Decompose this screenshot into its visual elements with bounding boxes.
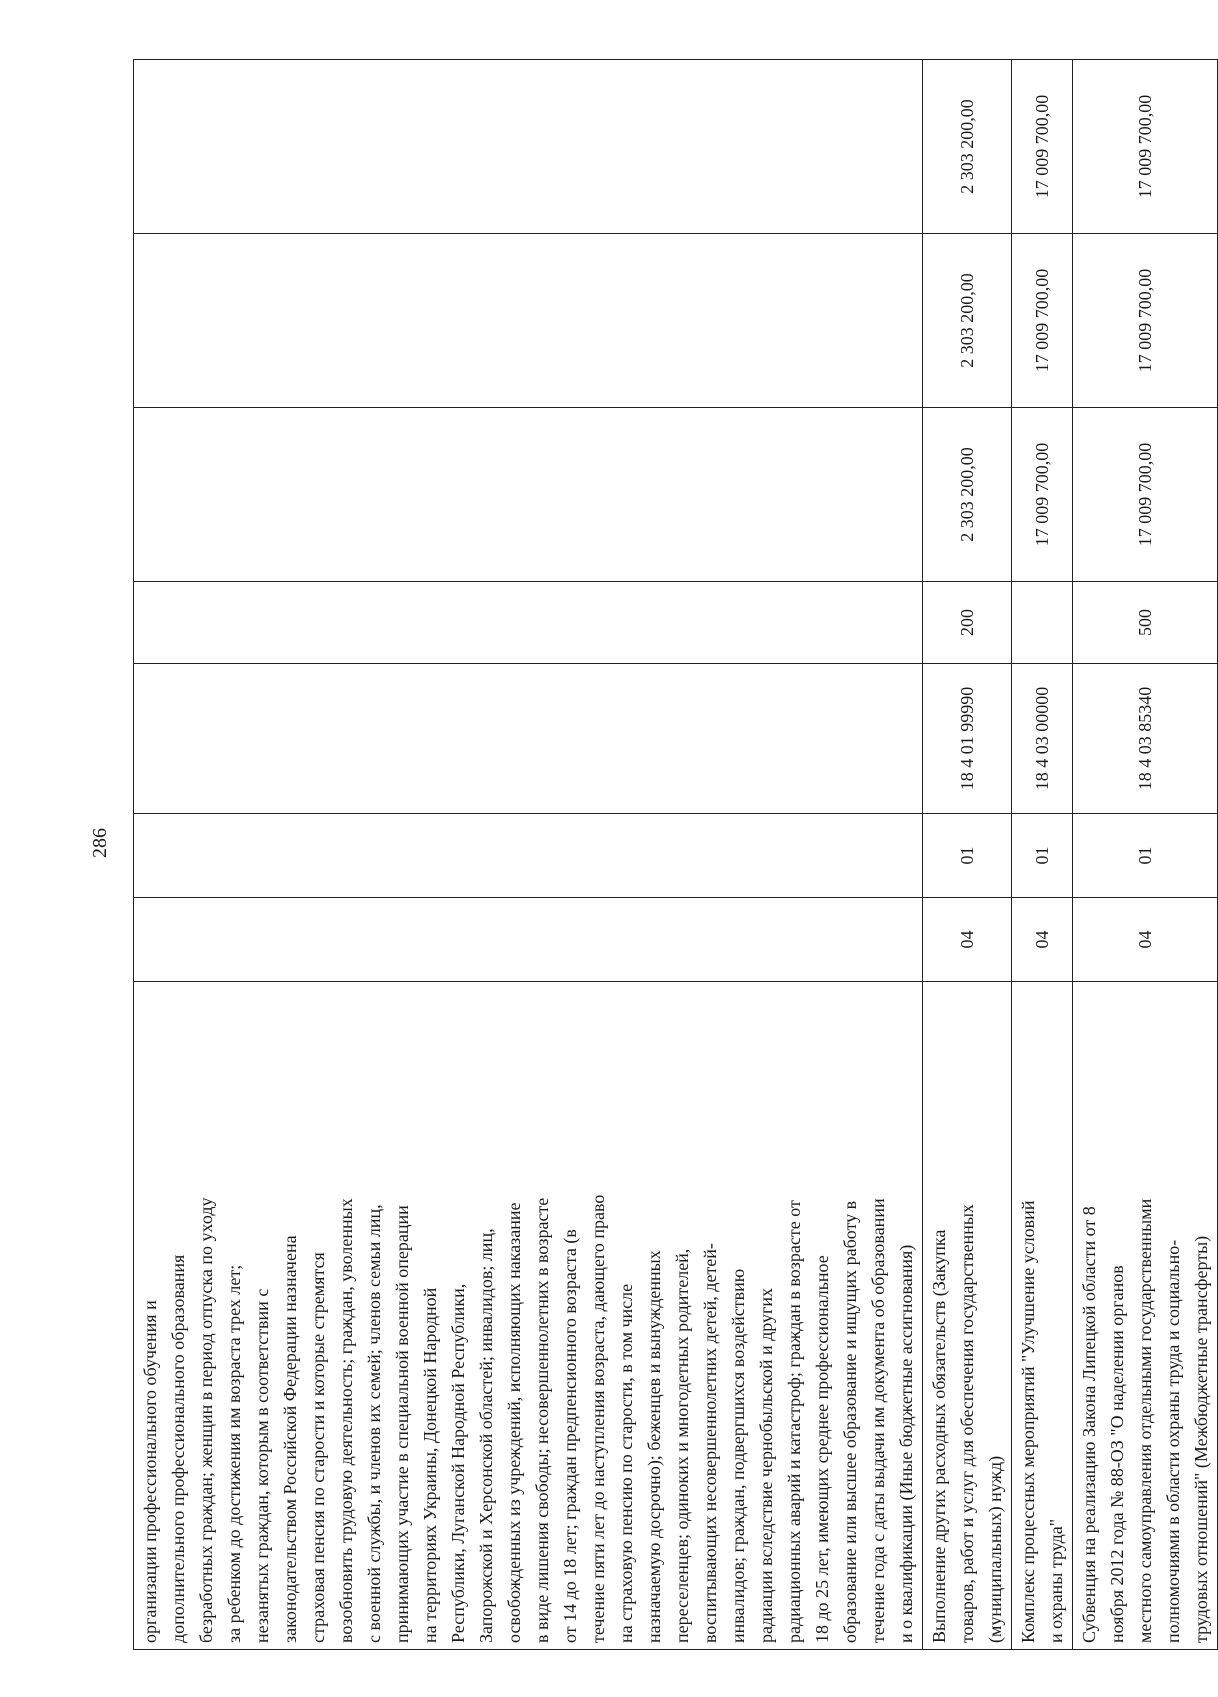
pz-code: 01 bbox=[1073, 814, 1218, 898]
csr-code: 18 4 03 00000 bbox=[1012, 664, 1073, 814]
table-row bbox=[1012, 60, 1073, 1650]
amount-3 bbox=[134, 60, 923, 234]
amount-3: 2 303 200,00 bbox=[923, 60, 1012, 234]
amount-2: 2 303 200,00 bbox=[923, 234, 1012, 408]
amount-1: 2 303 200,00 bbox=[923, 408, 1012, 582]
pz-code: 01 bbox=[923, 814, 1012, 898]
table-row bbox=[1073, 60, 1218, 1650]
amount-2: 17 009 700,00 bbox=[1012, 234, 1073, 408]
row-description bbox=[134, 982, 923, 1650]
description-line: на страховую пенсию по старости, в том числе bbox=[616, 1283, 636, 1643]
description-line: товаров, работ и услуг для обеспечения государственных bbox=[957, 1204, 977, 1643]
gr-code: 04 bbox=[1012, 898, 1073, 982]
vr-code bbox=[1012, 582, 1073, 664]
table-row bbox=[134, 60, 923, 1650]
row-description bbox=[923, 982, 1012, 1650]
amount-1 bbox=[134, 408, 923, 582]
description-line: Запорожской и Херсонской областей; инвалидов; лиц, bbox=[476, 1228, 496, 1643]
amount-3: 17 009 700,00 bbox=[1012, 60, 1073, 234]
pz-code: 01 bbox=[1012, 814, 1073, 898]
description-line: воспитывающих несовершеннолетних детей, детей- bbox=[700, 1243, 720, 1643]
description-line: радиации вследствие чернобыльской и других bbox=[756, 1287, 776, 1643]
vr-code: 500 bbox=[1073, 582, 1218, 664]
vr-code bbox=[134, 582, 923, 664]
csr-code: 18 4 03 85340 bbox=[1073, 664, 1218, 814]
description-line: с военной службы, и членов их семей; членов семьи лиц, bbox=[364, 1204, 384, 1643]
amount-3: 17 009 700,00 bbox=[1073, 60, 1218, 234]
description-line: и о квалификации (Иные бюджетные ассигнования) bbox=[896, 1244, 916, 1643]
gr-code: 04 bbox=[923, 898, 1012, 982]
pz-code bbox=[134, 814, 923, 898]
description-line: 18 до 25 лет, имеющих среднее профессиональное bbox=[812, 1255, 832, 1643]
vr-code: 200 bbox=[923, 582, 1012, 664]
amount-2 bbox=[134, 234, 923, 408]
description-line: течение пяти лет до наступления возраста, дающего право bbox=[588, 1194, 608, 1643]
description-line: дополнительного профессионального образования bbox=[168, 1254, 188, 1643]
description-line: принимающих участие в специальной военной операции bbox=[392, 1205, 412, 1643]
description-line: Республики, Луганской Народной Республики, bbox=[448, 1283, 468, 1643]
description-line: за ребенком до достижения им возраста трех лет; bbox=[224, 1264, 244, 1643]
description-line: радиационных аварий и катастроф; граждан в возрасте от bbox=[784, 1200, 804, 1643]
description-line: инвалидов; граждан, подвергшихся воздействию bbox=[728, 1268, 748, 1643]
description-line: освобожденных из учреждений, исполняющих наказание bbox=[504, 1202, 524, 1643]
budget-table bbox=[133, 59, 1218, 1650]
description-line: в виде лишения свободы; несовершеннолетних в возрасте bbox=[532, 1197, 552, 1643]
description-line: трудовых отношений" (Межбюджетные трансферты) bbox=[1191, 1235, 1211, 1643]
description-line: образование или высшее образование и ищущих работу в bbox=[840, 1200, 860, 1643]
description-line: (муниципальных) нужд) bbox=[985, 1455, 1005, 1643]
description-line: безработных граждан; женщин в период отпуска по уходу bbox=[196, 1197, 216, 1643]
description-line: полномочиями в области охраны труда и социально- bbox=[1163, 1239, 1183, 1643]
gr-code: 04 bbox=[1073, 898, 1218, 982]
row-description bbox=[1012, 982, 1073, 1650]
csr-code: 18 4 01 99990 bbox=[923, 664, 1012, 814]
gr-code bbox=[134, 898, 923, 982]
description-line: Субвенция на реализацию Закона Липецкой области от 8 bbox=[1079, 1206, 1099, 1643]
description-line: и охраны труда" bbox=[1046, 1518, 1066, 1643]
description-line: назначаемую досрочно); беженцев и вынужденных bbox=[644, 1250, 664, 1643]
description-line: организации профессионального обучения и bbox=[140, 1300, 160, 1643]
description-line: местного самоуправления отдельными государственными bbox=[1135, 1198, 1155, 1643]
description-line: переселенцев; одиноких и многодетных родителей, bbox=[672, 1248, 692, 1643]
amount-1: 17 009 700,00 bbox=[1073, 408, 1218, 582]
description-line: Комплекс процессных мероприятий "Улучшение условий bbox=[1018, 1200, 1038, 1643]
amount-2: 17 009 700,00 bbox=[1073, 234, 1218, 408]
description-line: Выполнение других расходных обязательств (Закупка bbox=[929, 1229, 949, 1643]
description-line: течение года с даты выдачи им документа об образовании bbox=[868, 1198, 888, 1643]
description-line: ноября 2012 года № 88-ОЗ "О наделении органов bbox=[1107, 1265, 1127, 1643]
description-line: законодательством Российской Федерации назначена bbox=[280, 1235, 300, 1643]
csr-code bbox=[134, 664, 923, 814]
description-line: возобновить трудовую деятельность; граждан, уволенных bbox=[336, 1198, 356, 1643]
page-number: 286 bbox=[89, 828, 111, 858]
table-row bbox=[923, 60, 1012, 1650]
description-line: от 14 до 18 лет; граждан предпенсионного возраста (в bbox=[560, 1229, 580, 1643]
description-line: страховая пенсия по старости и которые стремятся bbox=[308, 1252, 328, 1643]
description-line: незанятых граждан, которым в соответствии с bbox=[252, 1288, 272, 1643]
row-description bbox=[1073, 982, 1218, 1650]
description-line: на территориях Украины, Донецкой Народной bbox=[420, 1287, 440, 1643]
amount-1: 17 009 700,00 bbox=[1012, 408, 1073, 582]
page-content bbox=[133, 60, 1211, 1650]
